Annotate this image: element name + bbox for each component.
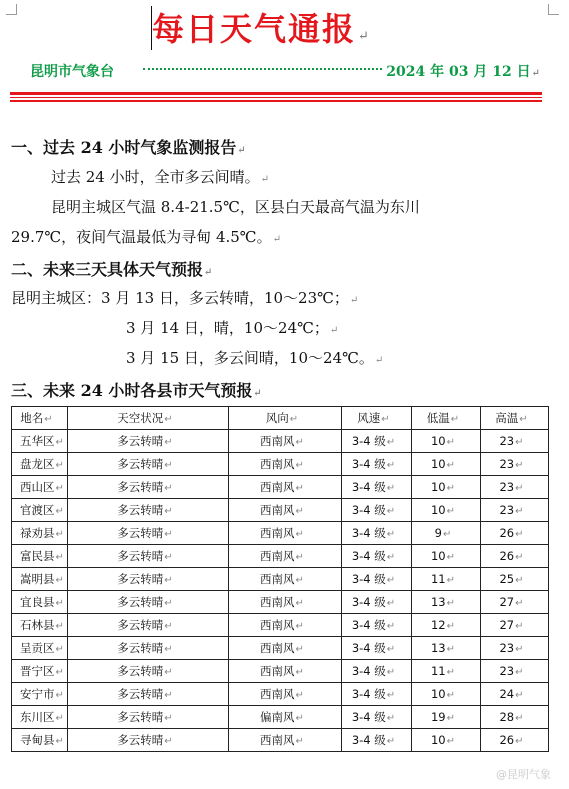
watermark: @昆明气象 bbox=[496, 768, 551, 781]
section-heading-1[interactable]: 一、过去 24 小时气象监测报告↵ bbox=[11, 138, 246, 157]
cell-sky[interactable]: 多云转晴↵ bbox=[68, 430, 229, 453]
cell-mark-icon: ↵ bbox=[295, 713, 304, 724]
cell-sky[interactable]: 多云转晴↵ bbox=[68, 706, 229, 729]
cell-mark-icon: ↵ bbox=[386, 667, 396, 678]
header-rule-thick bbox=[10, 92, 542, 95]
issue-date-wrap bbox=[386, 61, 540, 81]
cell-mark-icon: ↵ bbox=[164, 529, 173, 540]
cell-mark-icon: ↵ bbox=[515, 506, 524, 517]
table-row bbox=[12, 591, 549, 614]
city-label: 昆明主城区： bbox=[11, 289, 102, 307]
forecast-line-1[interactable]: 昆明主城区：3 月 13 日，多云转晴，10～23℃；↵ bbox=[11, 289, 359, 307]
column-header-low-temp[interactable]: 低温↵ bbox=[412, 407, 481, 430]
cell-place[interactable]: 晋宁区↵ bbox=[12, 660, 68, 683]
table-header-row bbox=[12, 407, 549, 430]
cell-mark-icon: ↵ bbox=[515, 644, 524, 655]
cell-wind-dir[interactable]: 西南风↵ bbox=[229, 591, 342, 614]
cell-mark-icon: ↵ bbox=[386, 460, 396, 471]
paragraph-mark-icon: ↵ bbox=[253, 388, 262, 399]
cell-mark-icon: ↵ bbox=[164, 621, 173, 632]
issuer-name: 昆明市气象台 bbox=[30, 64, 114, 80]
cell-low-temp[interactable]: 10↵ bbox=[412, 499, 481, 522]
table-row bbox=[12, 545, 549, 568]
cell-mark-icon: ↵ bbox=[386, 736, 396, 747]
cell-sky[interactable]: 多云转晴↵ bbox=[68, 660, 229, 683]
cell-low-temp[interactable]: 10↵ bbox=[412, 430, 481, 453]
cell-mark-icon: ↵ bbox=[446, 483, 456, 494]
cell-mark-icon: ↵ bbox=[515, 552, 524, 563]
cell-high-temp[interactable]: 25↵ bbox=[481, 568, 549, 591]
column-header-wind-dir[interactable]: 风向↵ bbox=[229, 407, 342, 430]
cell-mark-icon: ↵ bbox=[55, 506, 64, 517]
cell-high-temp[interactable]: 27↵ bbox=[481, 591, 549, 614]
cell-mark-icon: ↵ bbox=[446, 690, 456, 701]
cell-wind-dir[interactable]: 西南风↵ bbox=[229, 499, 342, 522]
paragraph-mark-icon: ↵ bbox=[260, 174, 270, 185]
cell-mark-icon: ↵ bbox=[55, 437, 64, 448]
cell-mark-icon: ↵ bbox=[450, 414, 460, 425]
cell-wind-dir[interactable]: 西南风↵ bbox=[229, 683, 342, 706]
cell-wind-dir[interactable]: 西南风↵ bbox=[229, 453, 342, 476]
cell-place[interactable]: 东川区↵ bbox=[12, 706, 68, 729]
header-rule-thin bbox=[10, 97, 542, 98]
cell-mark-icon: ↵ bbox=[295, 437, 304, 448]
cell-mark-icon: ↵ bbox=[55, 713, 64, 724]
issuer-line bbox=[30, 61, 540, 83]
cell-mark-icon: ↵ bbox=[386, 713, 396, 724]
cell-mark-icon: ↵ bbox=[55, 667, 64, 678]
cell-mark-icon: ↵ bbox=[446, 460, 456, 471]
table-row bbox=[12, 499, 549, 522]
cell-wind-speed[interactable]: 3-4 级↵ bbox=[342, 453, 412, 476]
cell-mark-icon: ↵ bbox=[295, 552, 304, 563]
cell-mark-icon: ↵ bbox=[515, 667, 524, 678]
table-row bbox=[12, 729, 549, 752]
forecast-line-2[interactable]: 3 月 14 日，晴，10～24℃；↵ bbox=[126, 319, 339, 337]
cell-place[interactable]: 五华区↵ bbox=[12, 430, 68, 453]
table-row bbox=[12, 453, 549, 476]
cell-wind-speed[interactable]: 3-4 级↵ bbox=[342, 637, 412, 660]
page-corner-mark-top-left bbox=[6, 4, 17, 15]
cell-wind-speed[interactable]: 3-4 级↵ bbox=[342, 476, 412, 499]
section-heading-3[interactable]: 三、未来 24 小时各县市天气预报↵ bbox=[11, 381, 262, 400]
cell-mark-icon: ↵ bbox=[386, 644, 396, 655]
cell-mark-icon: ↵ bbox=[55, 552, 64, 563]
cell-mark-icon: ↵ bbox=[164, 736, 173, 747]
cell-low-temp[interactable]: 10↵ bbox=[412, 545, 481, 568]
section-heading-2[interactable]: 二、未来三天具体天气预报↵ bbox=[11, 260, 213, 279]
cell-mark-icon: ↵ bbox=[295, 690, 304, 701]
cell-mark-icon: ↵ bbox=[446, 621, 456, 632]
cell-mark-icon: ↵ bbox=[164, 667, 173, 678]
cell-mark-icon: ↵ bbox=[446, 506, 456, 517]
cell-mark-icon: ↵ bbox=[55, 644, 64, 655]
cell-place[interactable]: 安宁市↵ bbox=[12, 683, 68, 706]
cell-low-temp[interactable]: 13↵ bbox=[412, 637, 481, 660]
cell-wind-dir[interactable]: 西南风↵ bbox=[229, 522, 342, 545]
cell-high-temp[interactable]: 23↵ bbox=[481, 453, 549, 476]
cell-low-temp[interactable]: 13↵ bbox=[412, 591, 481, 614]
cell-mark-icon: ↵ bbox=[164, 690, 173, 701]
cell-place[interactable]: 富民县↵ bbox=[12, 545, 68, 568]
cell-sky[interactable]: 多云转晴↵ bbox=[68, 729, 229, 752]
cell-mark-icon: ↵ bbox=[295, 736, 304, 747]
cell-place[interactable]: 嵩明县↵ bbox=[12, 568, 68, 591]
section1-line-1[interactable]: 过去 24 小时，全市多云间晴。↵ bbox=[51, 168, 270, 186]
cell-wind-dir[interactable]: 西南风↵ bbox=[229, 476, 342, 499]
cell-mark-icon: ↵ bbox=[164, 713, 173, 724]
cell-high-temp[interactable]: 23↵ bbox=[481, 476, 549, 499]
cell-wind-dir[interactable]: 西南风↵ bbox=[229, 568, 342, 591]
cell-mark-icon: ↵ bbox=[446, 575, 456, 586]
cell-mark-icon: ↵ bbox=[446, 552, 456, 563]
cell-sky[interactable]: 多云转晴↵ bbox=[68, 522, 229, 545]
paragraph-mark-icon: ↵ bbox=[329, 325, 339, 336]
cell-mark-icon: ↵ bbox=[446, 736, 456, 747]
cell-mark-icon: ↵ bbox=[295, 506, 304, 517]
table-row bbox=[12, 568, 549, 591]
section1-line-2[interactable]: 昆明主城区气温 8.4-21.5℃，区县白天最高气温为东川 bbox=[51, 198, 420, 216]
paragraph-mark-icon: ↵ bbox=[358, 29, 371, 44]
cell-mark-icon: ↵ bbox=[55, 483, 64, 494]
paragraph-mark-icon: ↵ bbox=[237, 145, 246, 156]
cell-wind-speed[interactable]: 3-4 级↵ bbox=[342, 614, 412, 637]
cell-mark-icon: ↵ bbox=[386, 483, 396, 494]
cell-mark-icon: ↵ bbox=[164, 575, 173, 586]
cell-high-temp[interactable]: 26↵ bbox=[481, 729, 549, 752]
cell-wind-speed[interactable]: 3-4 级↵ bbox=[342, 729, 412, 752]
cell-sky[interactable]: 多云转晴↵ bbox=[68, 453, 229, 476]
cell-mark-icon: ↵ bbox=[55, 621, 64, 632]
cell-mark-icon: ↵ bbox=[386, 506, 396, 517]
cell-mark-icon: ↵ bbox=[442, 529, 452, 540]
cell-wind-speed[interactable]: 3-4 级↵ bbox=[342, 683, 412, 706]
cell-sky[interactable]: 多云转晴↵ bbox=[68, 591, 229, 614]
column-header-sky[interactable]: 天空状况↵ bbox=[68, 407, 229, 430]
cell-wind-dir[interactable]: 西南风↵ bbox=[229, 729, 342, 752]
cell-mark-icon: ↵ bbox=[515, 621, 524, 632]
cell-wind-speed[interactable]: 3-4 级↵ bbox=[342, 568, 412, 591]
issue-date: 2024 年 03 月 12 日 bbox=[386, 64, 531, 80]
cell-low-temp[interactable]: 11↵ bbox=[412, 568, 481, 591]
cell-mark-icon: ↵ bbox=[164, 644, 173, 655]
table-body bbox=[12, 430, 549, 752]
cell-sky[interactable]: 多云转晴↵ bbox=[68, 568, 229, 591]
cell-mark-icon: ↵ bbox=[295, 483, 304, 494]
table-row bbox=[12, 706, 549, 729]
cell-high-temp[interactable]: 23↵ bbox=[481, 499, 549, 522]
cell-sky[interactable]: 多云转晴↵ bbox=[68, 476, 229, 499]
cell-mark-icon: ↵ bbox=[446, 598, 456, 609]
cell-mark-icon: ↵ bbox=[515, 713, 524, 724]
cell-wind-speed[interactable]: 3-4 级↵ bbox=[342, 660, 412, 683]
cell-high-temp[interactable]: 23↵ bbox=[481, 660, 549, 683]
page-title-text: 每日天气通报 bbox=[152, 10, 357, 48]
cell-mark-icon: ↵ bbox=[446, 713, 456, 724]
cell-mark-icon: ↵ bbox=[386, 598, 396, 609]
cell-mark-icon: ↵ bbox=[386, 529, 396, 540]
paragraph-mark-icon: ↵ bbox=[374, 355, 384, 366]
cell-wind-speed[interactable]: 3-4 级↵ bbox=[342, 499, 412, 522]
cell-mark-icon: ↵ bbox=[386, 690, 396, 701]
cell-high-temp[interactable]: 23↵ bbox=[481, 637, 549, 660]
cell-mark-icon: ↵ bbox=[55, 575, 64, 586]
cell-low-temp[interactable]: 10↵ bbox=[412, 683, 481, 706]
table-row bbox=[12, 660, 549, 683]
cell-sky[interactable]: 多云转晴↵ bbox=[68, 637, 229, 660]
column-header-place[interactable]: 地名↵ bbox=[12, 407, 68, 430]
cell-mark-icon: ↵ bbox=[515, 575, 524, 586]
cell-mark-icon: ↵ bbox=[55, 598, 64, 609]
cell-place[interactable]: 盘龙区↵ bbox=[12, 453, 68, 476]
cell-mark-icon: ↵ bbox=[44, 414, 53, 425]
cell-low-temp[interactable]: 12↵ bbox=[412, 614, 481, 637]
cell-mark-icon: ↵ bbox=[515, 690, 524, 701]
cell-high-temp[interactable]: 24↵ bbox=[481, 683, 549, 706]
cell-low-temp[interactable]: 11↵ bbox=[412, 660, 481, 683]
cell-place[interactable]: 寻甸县↵ bbox=[12, 729, 68, 752]
cell-mark-icon: ↵ bbox=[515, 529, 524, 540]
cell-mark-icon: ↵ bbox=[295, 667, 304, 678]
cell-mark-icon: ↵ bbox=[295, 529, 304, 540]
table-row bbox=[12, 683, 549, 706]
cell-mark-icon: ↵ bbox=[295, 644, 304, 655]
paragraph-mark-icon: ↵ bbox=[204, 267, 213, 278]
cell-place[interactable]: 西山区↵ bbox=[12, 476, 68, 499]
paragraph-mark-icon: ↵ bbox=[531, 68, 540, 79]
header-rule-bottom bbox=[10, 100, 542, 102]
cell-mark-icon: ↵ bbox=[295, 460, 304, 471]
cell-sky[interactable]: 多云转晴↵ bbox=[68, 545, 229, 568]
cell-mark-icon: ↵ bbox=[55, 460, 64, 471]
cell-sky[interactable]: 多云转晴↵ bbox=[68, 683, 229, 706]
cell-mark-icon: ↵ bbox=[55, 529, 64, 540]
cell-mark-icon: ↵ bbox=[515, 437, 524, 448]
cell-mark-icon: ↵ bbox=[164, 414, 173, 425]
cell-wind-speed[interactable]: 3-4 级↵ bbox=[342, 591, 412, 614]
cell-mark-icon: ↵ bbox=[515, 460, 524, 471]
column-header-high-temp[interactable]: 高温↵ bbox=[481, 407, 549, 430]
cell-place[interactable]: 禄劝县↵ bbox=[12, 522, 68, 545]
cell-mark-icon: ↵ bbox=[164, 483, 173, 494]
cell-wind-speed[interactable]: 3-4 级↵ bbox=[342, 430, 412, 453]
cell-mark-icon: ↵ bbox=[515, 483, 524, 494]
page-title[interactable] bbox=[152, 4, 371, 50]
cell-wind-speed[interactable]: 3-4 级↵ bbox=[342, 706, 412, 729]
cell-low-temp[interactable]: 10↵ bbox=[412, 729, 481, 752]
county-forecast-table bbox=[11, 406, 549, 752]
cell-mark-icon: ↵ bbox=[164, 506, 173, 517]
cell-sky[interactable]: 多云转晴↵ bbox=[68, 499, 229, 522]
cell-high-temp[interactable]: 28↵ bbox=[481, 706, 549, 729]
cell-mark-icon: ↵ bbox=[164, 598, 173, 609]
forecast-line-3[interactable]: 3 月 15 日，多云间晴，10～24℃。↵ bbox=[126, 349, 384, 367]
paragraph-mark-icon: ↵ bbox=[349, 295, 359, 306]
cell-wind-dir[interactable]: 西南风↵ bbox=[229, 637, 342, 660]
table-row bbox=[12, 522, 549, 545]
cell-wind-dir[interactable]: 西南风↵ bbox=[229, 660, 342, 683]
cell-place[interactable]: 宜良县↵ bbox=[12, 591, 68, 614]
cell-mark-icon: ↵ bbox=[295, 621, 304, 632]
cell-mark-icon: ↵ bbox=[386, 552, 396, 563]
cell-wind-speed[interactable]: 3-4 级↵ bbox=[342, 545, 412, 568]
cell-mark-icon: ↵ bbox=[386, 621, 396, 632]
cell-mark-icon: ↵ bbox=[381, 414, 390, 425]
cell-mark-icon: ↵ bbox=[295, 598, 304, 609]
cell-high-temp[interactable]: 27↵ bbox=[481, 614, 549, 637]
cell-low-temp[interactable]: 19↵ bbox=[412, 706, 481, 729]
cell-place[interactable]: 石林县↵ bbox=[12, 614, 68, 637]
dotted-leader bbox=[143, 68, 382, 70]
table-row bbox=[12, 476, 549, 499]
cell-mark-icon: ↵ bbox=[446, 437, 456, 448]
cell-mark-icon: ↵ bbox=[55, 736, 64, 747]
cell-wind-dir[interactable]: 西南风↵ bbox=[229, 545, 342, 568]
cell-low-temp[interactable]: 10↵ bbox=[412, 453, 481, 476]
cell-wind-dir[interactable]: 西南风↵ bbox=[229, 430, 342, 453]
cell-mark-icon: ↵ bbox=[446, 644, 456, 655]
cell-high-temp[interactable]: 26↵ bbox=[481, 522, 549, 545]
cell-mark-icon: ↵ bbox=[164, 437, 173, 448]
cell-wind-speed[interactable]: 3-4 级↵ bbox=[342, 522, 412, 545]
section1-line-3[interactable]: 29.7℃，夜间气温最低为寻甸 4.5℃。↵ bbox=[11, 228, 281, 246]
cell-mark-icon: ↵ bbox=[519, 414, 528, 425]
cell-wind-dir[interactable]: 偏南风↵ bbox=[229, 706, 342, 729]
cell-mark-icon: ↵ bbox=[295, 575, 304, 586]
cell-low-temp[interactable]: 9↵ bbox=[412, 522, 481, 545]
column-header-wind-speed[interactable]: 风速↵ bbox=[342, 407, 412, 430]
cell-high-temp[interactable]: 26↵ bbox=[481, 545, 549, 568]
table-row bbox=[12, 614, 549, 637]
cell-mark-icon: ↵ bbox=[515, 736, 524, 747]
table-row bbox=[12, 430, 549, 453]
cell-low-temp[interactable]: 10↵ bbox=[412, 476, 481, 499]
cell-mark-icon: ↵ bbox=[164, 460, 173, 471]
cell-mark-icon: ↵ bbox=[515, 598, 524, 609]
cell-mark-icon: ↵ bbox=[386, 437, 396, 448]
paragraph-mark-icon: ↵ bbox=[272, 234, 281, 245]
cell-high-temp[interactable]: 23↵ bbox=[481, 430, 549, 453]
cell-wind-dir[interactable]: 西南风↵ bbox=[229, 614, 342, 637]
cell-place[interactable]: 呈贡区↵ bbox=[12, 637, 68, 660]
table-row bbox=[12, 637, 549, 660]
cell-mark-icon: ↵ bbox=[386, 575, 396, 586]
cell-sky[interactable]: 多云转晴↵ bbox=[68, 614, 229, 637]
cell-mark-icon: ↵ bbox=[55, 690, 64, 701]
cell-mark-icon: ↵ bbox=[164, 552, 173, 563]
page-corner-mark-top-right bbox=[548, 4, 559, 15]
cell-mark-icon: ↵ bbox=[446, 667, 456, 678]
cell-mark-icon: ↵ bbox=[289, 414, 299, 425]
cell-place[interactable]: 官渡区↵ bbox=[12, 499, 68, 522]
